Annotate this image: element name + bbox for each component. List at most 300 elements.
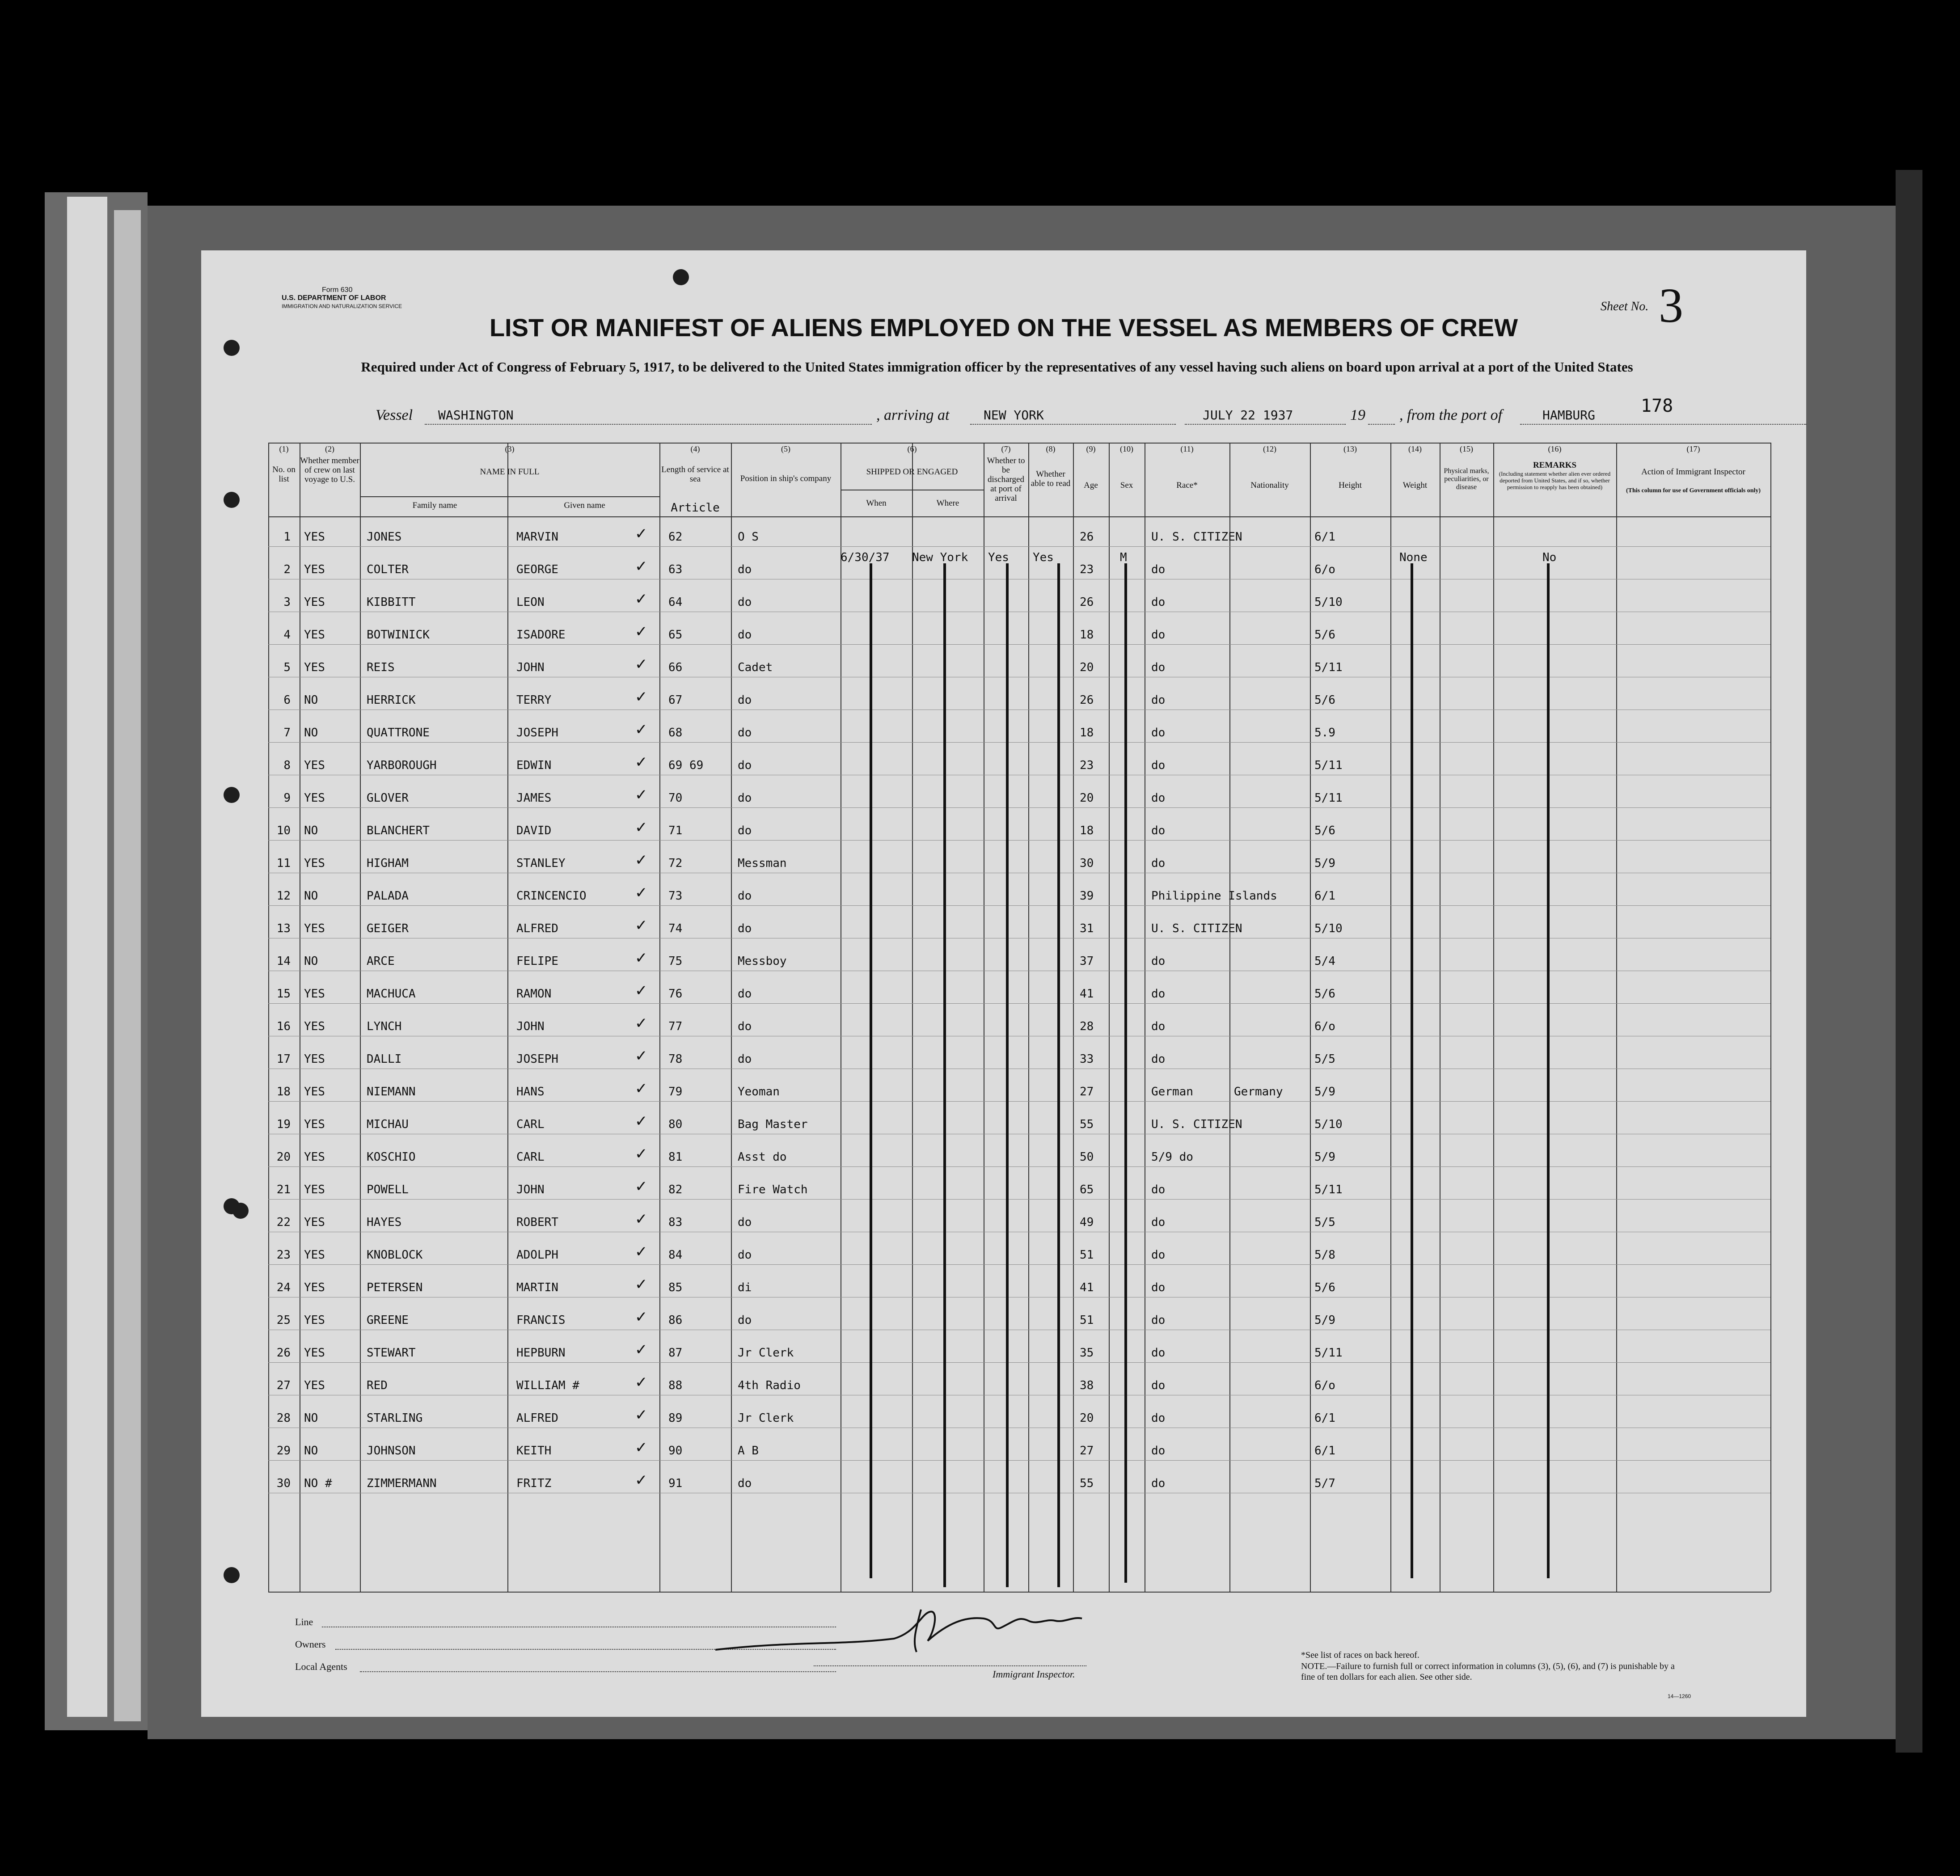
position: do <box>738 596 752 609</box>
crew-table <box>268 443 1770 1592</box>
race: do <box>1151 661 1166 674</box>
given-name: LEON <box>516 596 545 609</box>
family-name: BOTWINICK <box>367 628 430 642</box>
list-number: 5 <box>283 661 291 674</box>
given-name: CRINCENCIO <box>516 889 587 903</box>
article-number: 80 <box>668 1118 683 1131</box>
given-name: JOSEPH <box>516 726 558 739</box>
article-number: 86 <box>668 1314 683 1327</box>
family-name: GEIGER <box>367 922 409 935</box>
given-name: RAMON <box>516 987 552 1001</box>
previous-voyage: YES <box>304 1346 325 1360</box>
race: do <box>1151 1183 1166 1196</box>
position: 4th Radio <box>738 1379 801 1392</box>
sheet-label: Sheet No. <box>1601 300 1649 313</box>
family-name: HAYES <box>367 1216 402 1229</box>
check-mark: ✓ <box>635 558 648 575</box>
given-name: HANS <box>516 1085 545 1099</box>
col-header-inspector-note: (This column for use of Government officials only) <box>1626 487 1761 494</box>
given-name: KEITH <box>516 1444 552 1458</box>
list-number: 10 <box>276 824 291 837</box>
previous-voyage: YES <box>304 530 325 544</box>
check-mark: ✓ <box>635 1373 648 1391</box>
col-header-name: NAME IN FULL <box>480 467 540 477</box>
col-header-remarks-note: (Including statement whether alien ever ordered deported from United States, and if so, whether permission to reapply has been obtained) <box>1499 470 1611 490</box>
previous-voyage: YES <box>304 1248 325 1262</box>
family-name: STARLING <box>367 1411 423 1425</box>
position: do <box>738 791 752 805</box>
height: 5/11 <box>1314 661 1343 674</box>
given-name: CARL <box>516 1118 545 1131</box>
check-mark: ✓ <box>635 1276 648 1293</box>
article-number: 71 <box>668 824 683 837</box>
previous-voyage: YES <box>304 1216 325 1229</box>
punch-hole <box>224 492 240 508</box>
race: German <box>1151 1085 1193 1099</box>
article-number: 85 <box>668 1281 683 1294</box>
position: do <box>738 726 752 739</box>
col-number: (14) <box>1408 444 1422 453</box>
list-number: 13 <box>276 922 291 935</box>
previous-voyage: YES <box>304 628 325 642</box>
race: Philippine Islands <box>1151 889 1277 903</box>
previous-voyage: YES <box>304 563 325 576</box>
position: do <box>738 987 752 1001</box>
previous-voyage: YES <box>304 1118 325 1131</box>
previous-voyage: YES <box>304 857 325 870</box>
col-rule <box>1390 443 1391 1592</box>
article-number: 81 <box>668 1150 683 1164</box>
check-mark: ✓ <box>635 623 648 641</box>
race: do <box>1151 1346 1166 1360</box>
article-number: 74 <box>668 922 683 935</box>
col-rule <box>360 443 361 1592</box>
height: 5/10 <box>1314 1118 1343 1131</box>
col-rule <box>1770 443 1771 1592</box>
given-name: ROBERT <box>516 1216 558 1229</box>
article-number: 77 <box>668 1020 683 1033</box>
given-name: STANLEY <box>516 857 566 870</box>
race: do <box>1151 1248 1166 1262</box>
list-number: 9 <box>283 791 291 805</box>
age: 18 <box>1080 824 1094 837</box>
col-header-weight: Weight <box>1402 481 1428 490</box>
race: do <box>1151 857 1166 870</box>
physical-value: None <box>1399 551 1428 564</box>
age: 39 <box>1080 889 1094 903</box>
family-name: KOSCHIO <box>367 1150 416 1164</box>
position: do <box>738 1216 752 1229</box>
check-mark: ✓ <box>635 1112 648 1130</box>
given-name: HEPBURN <box>516 1346 566 1360</box>
race: do <box>1151 759 1166 772</box>
age: 55 <box>1080 1477 1094 1490</box>
col-header-when: When <box>866 499 887 508</box>
height: 6/o <box>1314 1379 1335 1392</box>
check-mark: ✓ <box>635 655 648 673</box>
col-header-position: Position in ship's company <box>740 474 832 483</box>
check-mark: ✓ <box>635 1145 648 1163</box>
given-name: FRITZ <box>516 1477 552 1490</box>
given-name: MARTIN <box>516 1281 558 1294</box>
article-number: 78 <box>668 1052 683 1066</box>
previous-voyage: NO <box>304 693 318 707</box>
read-value: Yes <box>1033 551 1054 564</box>
family-name: YARBOROUGH <box>367 759 437 772</box>
given-name: EDWIN <box>516 759 552 772</box>
previous-voyage: YES <box>304 1379 325 1392</box>
race: do <box>1151 1281 1166 1294</box>
check-mark: ✓ <box>635 917 648 934</box>
from-underline <box>1520 424 1806 425</box>
inspector-signature <box>706 1596 1091 1663</box>
article-number: 90 <box>668 1444 683 1458</box>
list-number: 26 <box>276 1346 291 1360</box>
check-mark: ✓ <box>635 1308 648 1326</box>
col-header-remarks: REMARKS <box>1533 461 1577 470</box>
given-name: MARVIN <box>516 530 558 544</box>
col-header-age: Age <box>1084 481 1098 490</box>
col-number: (4) <box>690 444 700 453</box>
arriving-port: NEW YORK <box>984 408 1044 423</box>
race: U. S. CITIZEN <box>1151 1118 1242 1131</box>
previous-voyage: YES <box>304 596 325 609</box>
position: Yeoman <box>738 1085 780 1099</box>
vessel-label: Vessel <box>376 407 413 423</box>
race: U. S. CITIZEN <box>1151 530 1242 544</box>
position: do <box>738 628 752 642</box>
height: 6/1 <box>1314 889 1335 903</box>
age: 55 <box>1080 1118 1094 1131</box>
list-number: 22 <box>276 1216 291 1229</box>
line-label: Line <box>295 1616 313 1627</box>
discharged-value: Yes <box>988 551 1009 564</box>
col-rule <box>1493 443 1494 1592</box>
height: 5/4 <box>1314 955 1335 968</box>
row-rule <box>268 1264 1770 1265</box>
col-rule <box>507 443 508 1592</box>
col-number: (17) <box>1686 444 1700 453</box>
article-number: 91 <box>668 1477 683 1490</box>
article-number: 69 69 <box>668 759 704 772</box>
row-rule <box>268 546 1770 547</box>
race: do <box>1151 726 1166 739</box>
race: do <box>1151 596 1166 609</box>
family-name: RED <box>367 1379 388 1392</box>
punch-hole <box>232 1203 249 1219</box>
age: 26 <box>1080 596 1094 609</box>
position: Messman <box>738 857 787 870</box>
sheet-number: 3 <box>1659 278 1683 333</box>
height: 5/5 <box>1314 1216 1335 1229</box>
previous-voyage: YES <box>304 1150 325 1164</box>
given-name: WILLIAM # <box>516 1379 579 1392</box>
age: 18 <box>1080 726 1094 739</box>
age: 27 <box>1080 1085 1094 1099</box>
position: do <box>738 1477 752 1490</box>
article-number: 76 <box>668 987 683 1001</box>
row-rule <box>268 1460 1770 1461</box>
family-name: COLTER <box>367 563 409 576</box>
age: 49 <box>1080 1216 1094 1229</box>
previous-voyage: YES <box>304 1020 325 1033</box>
family-name: JONES <box>367 530 402 544</box>
position: do <box>738 889 752 903</box>
position: O S <box>738 530 759 544</box>
page-title: LIST OR MANIFEST OF ALIENS EMPLOYED ON THE VESSEL AS MEMBERS OF CREW <box>489 313 1518 342</box>
list-number: 12 <box>276 889 291 903</box>
arrival-date: JULY 22 1937 <box>1203 408 1293 423</box>
sex-value: M <box>1120 551 1127 564</box>
col-number: (13) <box>1343 444 1357 453</box>
position: Fire Watch <box>738 1183 808 1196</box>
col-rule <box>659 443 660 1592</box>
col-header-no: No. on list <box>272 465 296 484</box>
punch-hole <box>224 340 240 356</box>
service: IMMIGRATION AND NATURALIZATION SERVICE <box>282 303 402 309</box>
family-name: BLANCHERT <box>367 824 430 837</box>
arriving-underline <box>970 424 1176 425</box>
vessel-underline <box>425 424 872 425</box>
remarks-value: No <box>1542 551 1557 564</box>
age: 27 <box>1080 1444 1094 1458</box>
previous-voyage: YES <box>304 1314 325 1327</box>
given-name: JOHN <box>516 1020 545 1033</box>
family-name: MICHAU <box>367 1118 409 1131</box>
col-number: (5) <box>781 444 790 453</box>
previous-voyage: NO <box>304 955 318 968</box>
age: 37 <box>1080 955 1094 968</box>
shipped-where: New York <box>912 551 968 564</box>
family-name: GREENE <box>367 1314 409 1327</box>
article-number: 89 <box>668 1411 683 1425</box>
list-number: 11 <box>276 857 291 870</box>
article-number: 67 <box>668 693 683 707</box>
height: 5/11 <box>1314 791 1343 805</box>
punch-hole <box>224 787 240 803</box>
agents-underline <box>360 1671 836 1672</box>
check-mark: ✓ <box>635 982 648 1000</box>
position: Asst do <box>738 1150 787 1164</box>
binder-page-edge-2 <box>114 210 141 1721</box>
race: do <box>1151 563 1166 576</box>
ditto-line-read <box>1057 563 1060 1587</box>
list-number: 15 <box>276 987 291 1001</box>
family-name: ZIMMERMANN <box>367 1477 437 1490</box>
col-header-height: Height <box>1339 481 1362 490</box>
age: 31 <box>1080 922 1094 935</box>
age: 28 <box>1080 1020 1094 1033</box>
position: do <box>738 1020 752 1033</box>
height: 5/10 <box>1314 596 1343 609</box>
family-name: STEWART <box>367 1346 416 1360</box>
previous-voyage: YES <box>304 922 325 935</box>
row-rule <box>268 840 1770 841</box>
list-number: 18 <box>276 1085 291 1099</box>
height: 5/9 <box>1314 1314 1335 1327</box>
name-sub-rule <box>360 496 659 497</box>
inspector-label: Immigrant Inspector. <box>993 1669 1075 1680</box>
previous-voyage: YES <box>304 1183 325 1196</box>
given-name: JOSEPH <box>516 1052 558 1066</box>
position: do <box>738 922 752 935</box>
check-mark: ✓ <box>635 1014 648 1032</box>
position: Jr Clerk <box>738 1411 794 1425</box>
position: A B <box>738 1444 759 1458</box>
previous-voyage: NO <box>304 726 318 739</box>
age: 51 <box>1080 1314 1094 1327</box>
height: 5/10 <box>1314 922 1343 935</box>
race: do <box>1151 628 1166 642</box>
family-name: NIEMANN <box>367 1085 416 1099</box>
check-mark: ✓ <box>635 1210 648 1228</box>
check-mark: ✓ <box>635 1341 648 1359</box>
previous-voyage: YES <box>304 759 325 772</box>
given-name: DAVID <box>516 824 552 837</box>
race: do <box>1151 791 1166 805</box>
list-number: 25 <box>276 1314 291 1327</box>
vessel-name: WASHINGTON <box>438 408 514 423</box>
list-number: 17 <box>276 1052 291 1066</box>
position: do <box>738 563 752 576</box>
check-mark: ✓ <box>635 525 648 543</box>
height: 5/9 <box>1314 1085 1335 1099</box>
row-rule <box>268 1362 1770 1363</box>
article-number: 75 <box>668 955 683 968</box>
manifest-sheet <box>201 250 1806 1717</box>
list-number: 16 <box>276 1020 291 1033</box>
col-number: (9) <box>1086 444 1096 453</box>
check-mark: ✓ <box>635 1178 648 1196</box>
header-bottom-rule <box>268 516 1770 517</box>
check-mark: ✓ <box>635 1439 648 1457</box>
col-rule <box>1229 443 1230 1592</box>
height: 6/1 <box>1314 1411 1335 1425</box>
form-number: Form 630 <box>322 286 353 294</box>
article-number: 70 <box>668 791 683 805</box>
family-name: GLOVER <box>367 791 409 805</box>
family-name: REIS <box>367 661 395 674</box>
row-rule <box>268 644 1770 645</box>
article-number: 82 <box>668 1183 683 1196</box>
table-top-rule <box>268 443 1770 444</box>
given-name: ADOLPH <box>516 1248 558 1262</box>
family-name: ARCE <box>367 955 395 968</box>
list-number: 1 <box>283 530 291 544</box>
col-header-read: Whether able to read <box>1031 469 1071 488</box>
list-number: 29 <box>276 1444 291 1458</box>
list-number: 23 <box>276 1248 291 1262</box>
previous-voyage: NO # <box>304 1477 332 1490</box>
row-rule <box>268 905 1770 906</box>
print-code: 14—1260 <box>1668 1693 1691 1699</box>
row-rule <box>268 1199 1770 1200</box>
list-number: 2 <box>283 563 291 576</box>
previous-voyage: YES <box>304 1052 325 1066</box>
previous-voyage: NO <box>304 824 318 837</box>
height: 6/o <box>1314 563 1335 576</box>
col-header-discharged: Whether to be discharged at port of arrival <box>987 456 1025 503</box>
year-label: 19 <box>1350 407 1365 423</box>
col-number: (7) <box>1001 444 1011 453</box>
col-number: (15) <box>1460 444 1473 453</box>
height: 5/11 <box>1314 1346 1343 1360</box>
list-number: 21 <box>276 1183 291 1196</box>
family-name: MACHUCA <box>367 987 416 1001</box>
col-number: (3) <box>505 444 515 453</box>
col-rule <box>731 443 732 1592</box>
list-number: 30 <box>276 1477 291 1490</box>
race: 5/9 do <box>1151 1150 1193 1164</box>
col-header-inspector: Action of Immigrant Inspector <box>1641 467 1745 477</box>
age: 26 <box>1080 693 1094 707</box>
inspector-underline <box>814 1665 1086 1666</box>
col-rule <box>1310 443 1311 1592</box>
position: do <box>738 1314 752 1327</box>
given-name: FRANCIS <box>516 1314 566 1327</box>
race: do <box>1151 1411 1166 1425</box>
family-name: PALADA <box>367 889 409 903</box>
col-header-family: Family name <box>412 501 457 510</box>
height: 5/6 <box>1314 628 1335 642</box>
check-mark: ✓ <box>635 721 648 739</box>
date-underline <box>1185 424 1346 425</box>
age: 35 <box>1080 1346 1094 1360</box>
height: 6/1 <box>1314 1444 1335 1458</box>
position: do <box>738 824 752 837</box>
height: 6/1 <box>1314 530 1335 544</box>
ditto-line-when <box>870 563 872 1578</box>
volume-spine <box>1896 170 1922 1753</box>
col-number: (11) <box>1180 444 1194 453</box>
height: 5/6 <box>1314 987 1335 1001</box>
col-rule <box>912 443 913 1592</box>
check-mark: ✓ <box>635 1471 648 1489</box>
position: do <box>738 759 752 772</box>
family-name: QUATTRONE <box>367 726 430 739</box>
height: 6/o <box>1314 1020 1335 1033</box>
article-number: 87 <box>668 1346 683 1360</box>
position: Jr Clerk <box>738 1346 794 1360</box>
age: 20 <box>1080 1411 1094 1425</box>
height: 5/6 <box>1314 824 1335 837</box>
given-name: FELIPE <box>516 955 558 968</box>
age: 65 <box>1080 1183 1094 1196</box>
age: 23 <box>1080 563 1094 576</box>
check-mark: ✓ <box>635 1047 648 1065</box>
check-mark: ✓ <box>635 590 648 608</box>
col-header-race: Race* <box>1176 481 1198 490</box>
agents-label: Local Agents <box>295 1661 347 1672</box>
article-number: 66 <box>668 661 683 674</box>
family-name: KNOBLOCK <box>367 1248 423 1262</box>
race: do <box>1151 1216 1166 1229</box>
ditto-line-where <box>943 563 946 1587</box>
race: do <box>1151 1020 1166 1033</box>
previous-voyage: NO <box>304 889 318 903</box>
previous-voyage: NO <box>304 1444 318 1458</box>
height: 5.9 <box>1314 726 1335 739</box>
article-number: 64 <box>668 596 683 609</box>
age: 51 <box>1080 1248 1094 1262</box>
from-port: HAMBURG <box>1542 408 1596 423</box>
row-rule <box>268 1101 1770 1102</box>
col-number: (12) <box>1263 444 1276 453</box>
punch-hole <box>224 1567 240 1583</box>
position: Bag Master <box>738 1118 808 1131</box>
height: 5/7 <box>1314 1477 1335 1490</box>
list-number: 7 <box>283 726 291 739</box>
